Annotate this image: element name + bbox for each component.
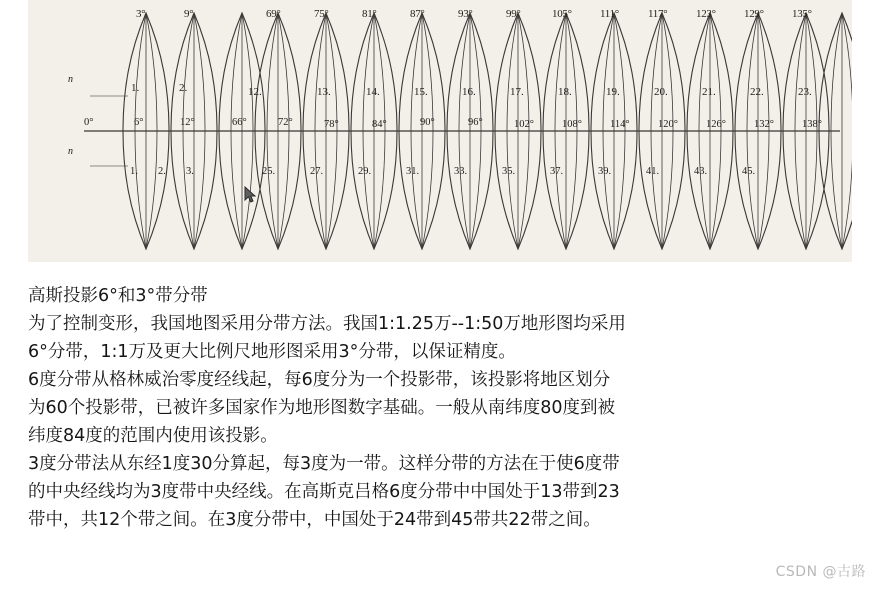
- top-degree-label: 3°: [136, 8, 146, 20]
- axis-degree-label: 72°: [278, 117, 293, 128]
- top-degree-label: 105°: [552, 8, 572, 20]
- zone6-label: 2.: [179, 82, 188, 94]
- zones-diagram-svg: [28, 0, 852, 262]
- axis-degree-label: 132°: [754, 119, 774, 130]
- zone3-label: 41.: [646, 166, 660, 177]
- axis-degree-label: 12°: [180, 117, 195, 128]
- zone3-label: 1.: [130, 166, 138, 177]
- axis-degree-label: 102°: [514, 119, 534, 130]
- zone6-label: 23.: [798, 86, 812, 98]
- top-degree-label: 129°: [744, 8, 764, 20]
- zone3-label: 35.: [502, 166, 516, 177]
- top-degree-label: 81°: [362, 8, 377, 20]
- axis-degree-label: 114°: [610, 119, 630, 130]
- zone6-label: 21.: [702, 86, 716, 98]
- zone3-label: 29.: [358, 166, 372, 177]
- axis-degree-label: 90°: [420, 117, 435, 128]
- mouse-cursor-icon: [244, 186, 260, 204]
- top-degree-label: 69°: [266, 8, 281, 20]
- top-degree-label: 9°: [184, 8, 194, 20]
- zone3-label: 39.: [598, 166, 612, 177]
- page-title: 高斯投影6°和3°带分带: [28, 286, 208, 306]
- zone3-label: 37.: [550, 166, 564, 177]
- axis-degree-label: 120°: [658, 119, 678, 130]
- zone6-label: 12.: [248, 86, 262, 98]
- axis-degree-label: 96°: [468, 117, 483, 128]
- zone3-label: 31.: [406, 166, 420, 177]
- zone6-label: 1.: [131, 82, 140, 94]
- zone6-label: 18.: [558, 86, 572, 98]
- body-line: 带中，共12个带之间。在3度分带中，中国处于24带到45带共22带之间。: [28, 510, 601, 530]
- zone6-label: 15.: [414, 86, 428, 98]
- top-degree-label: 123°: [696, 8, 716, 20]
- axis-degree-label: 0°: [84, 117, 94, 128]
- body-line: 6度分带从格林威治零度经线起，每6度分为一个投影带，该投影将地区划分: [28, 370, 611, 390]
- top-degree-label: 75°: [314, 8, 329, 20]
- watermark-text: CSDN @古路: [775, 564, 866, 580]
- top-degree-label: 93°: [458, 8, 473, 20]
- article-body: [28, 282, 844, 534]
- zone3-label: 27.: [310, 166, 324, 177]
- axis-degree-label: 66°: [232, 117, 247, 128]
- zone3-label: 2.: [158, 166, 166, 177]
- zone6-label: 17.: [510, 86, 524, 98]
- axis-degree-label: 84°: [372, 119, 387, 130]
- zone6-label: 16.: [462, 86, 476, 98]
- body-line: 为60个投影带，已被许多国家作为地形图数字基础。一般从南纬度80度到被: [28, 398, 616, 418]
- side-label-lower: n: [68, 146, 73, 157]
- top-degree-label: 87°: [410, 8, 425, 20]
- zone6-label: 13.: [317, 86, 331, 98]
- axis-degree-label: 78°: [324, 119, 339, 130]
- axis-degree-label: 108°: [562, 119, 582, 130]
- side-label-upper: n: [68, 74, 73, 85]
- zone3-label: 33.: [454, 166, 468, 177]
- top-degree-label: 117°: [648, 8, 668, 20]
- top-degree-label: 135°: [792, 8, 812, 20]
- zone3-label: 3.: [186, 166, 194, 177]
- top-degree-label: 111°: [600, 8, 619, 20]
- body-line: 3度分带法从东经1度30分算起，每3度为一带。这样分带的方法在于使6度带: [28, 454, 620, 474]
- body-line: 的中央经线均为3度带中央经线。在高斯克吕格6度分带中中国处于13带到23: [28, 482, 620, 502]
- body-line: 纬度84度的范围内使用该投影。: [28, 426, 278, 446]
- axis-degree-label: 138°: [802, 119, 822, 130]
- axis-degree-label: 6°: [134, 117, 144, 128]
- body-line: 6°分带，1:1万及更大比例尺地形图采用3°分带，以保证精度。: [28, 342, 516, 362]
- zone3-label: 25.: [262, 166, 276, 177]
- zone6-label: 14.: [366, 86, 380, 98]
- zone6-label: 20.: [654, 86, 668, 98]
- zone3-label: 45.: [742, 166, 756, 177]
- zone6-label: 22.: [750, 86, 764, 98]
- zone3-label: 43.: [694, 166, 708, 177]
- top-degree-label: 99°: [506, 8, 521, 20]
- axis-degree-label: 126°: [706, 119, 726, 130]
- body-line: 为了控制变形，我国地图采用分带方法。我国1:1.25万--1:50万地形图均采用: [28, 314, 626, 334]
- figure-canvas: [28, 0, 852, 262]
- zone6-label: 19.: [606, 86, 620, 98]
- figure-gauss-zones: [28, 0, 852, 262]
